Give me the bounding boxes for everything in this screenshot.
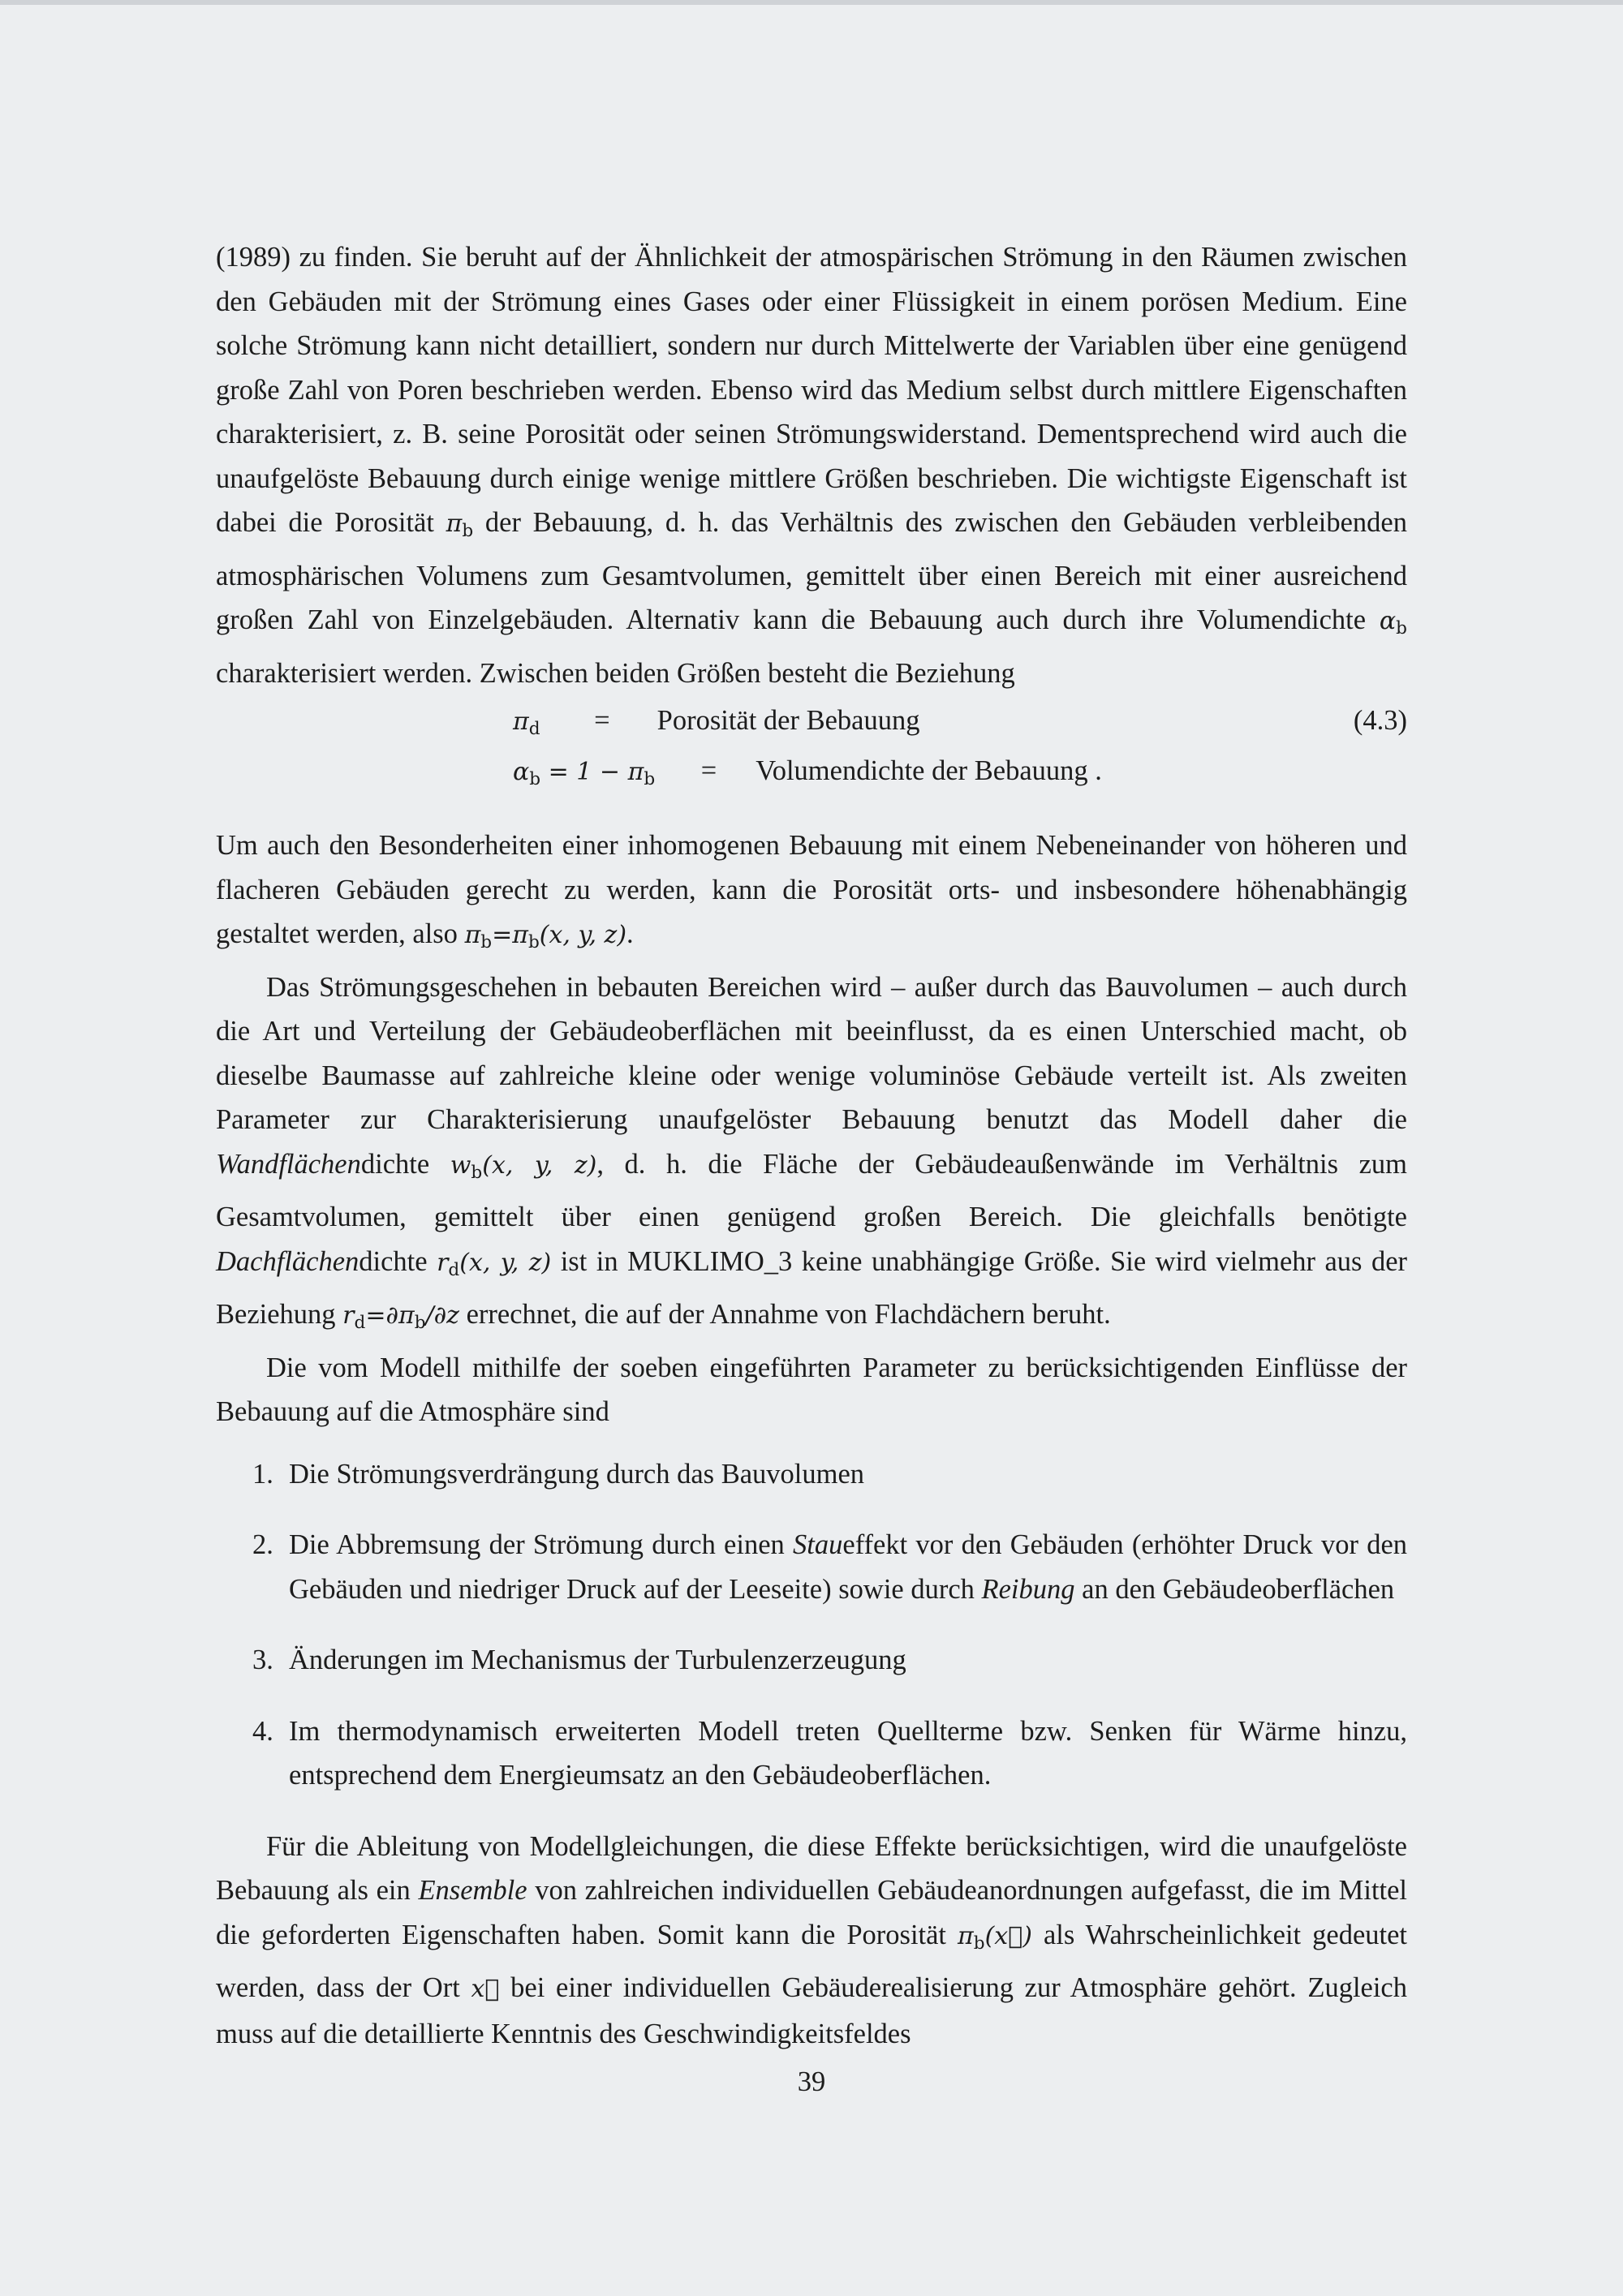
page-body (216, 235, 1407, 2056)
paragraph-wall-density: Das Strömungsgeschehen in bebauten Bereichen wird – außer durch das Bauvolumen – auch durch die Art und Verteilung der Gebäudeoberflächen mit beeinflusst, da es einen Unterschied macht, ob dieselbe Baumasse auf zahlreiche kleine oder wenige voluminöse Gebäude verteilt ist. Als zweiten Parameter zur Charakterisierung unaufgelöster Bebauung benutzt das Modell daher die Wandflächendichte $w_b(x$, y, z), d. h. die Fläche der Gebäudeaußenwände im Verhältnis zum Gesamtvolumen, gemittelt über einen genügend großen Bereich. Die gleichfalls benötigte Dachflächendichte $r_d(x$, y, z) ist in MUKLIMO_3 keine unabhängige Größe. Sie wird vielmehr aus der Beziehung $r_d=\partial\pi_b/\partial z$ errechnet, die auf der Annahme von Flachdächern beruht. (216, 971, 1408, 1334)
paragraph-ensemble: Für die Ableitung von Modellgleichungen, die diese Effekte berücksichtigen, wird die unaufgelöste Bebauung als ein Ensemble von zahlreichen individuellen Gebäudeanordnungen aufgefasst, die im Mittel die geforderten Eigenschaften haben. Somit kann die Porosität $\pi_b(x⃗)$ als Wahrscheinlichkeit gedeutet werden, dass der Ort x⃗ bei einer individuellen Gebäuderealisierung zur Atmosphäre gehört. Zugleich muss auf die detaillierte Kenntnis des Geschwindigkeitsfeldes (216, 1830, 1408, 2049)
paragraph-porosity-intro: (1989) zu finden. Sie beruht auf der Ähnlichkeit der atmospärischen Strömung in den Räumen zwischen den Gebäuden mit der Strömung eines Gases oder einer Flüssigkeit in einem porösen Medium. Eine solche Strömung kann nicht detailliert, sondern nur durch Mittelwerte der Variablen über eine genügend große Zahl von Poren beschrieben werden. Ebenso wird das Medium selbst durch mittlere Eigenschaften charakterisiert, z. B. seine Porosität oder seinen Strömungswiderstand. Dementsprechend wird auch die unaufgelöste Bebauung durch einige wenige mittlere Größen beschrieben. Die wichtigste Eigenschaft ist dabei die Porosität $\pi_b$ der Bebauung, d. h. das Verhältnis des zwischen den Gebäuden verbleibenden atmosphärischen Volumens zum Gesamtvolumen, gemittelt über einen Bereich mit einer ausreichend großen Zahl von Einzelgebäuden. Alternativ kann die Bebauung auch durch ihre Volumendichte $\alpha_b$ charakterisiert werden. Zwischen beiden Größen besteht die Beziehung (216, 242, 1407, 689)
list-item: 2. Die Abbremsung der Strömung durch einen Staueffekt vor den Gebäuden (erhöhter Druck vor den Gebäuden und niedriger Druck auf der Leeseite) sowie durch Reibung an den Gebäudeoberflächen (252, 1529, 1408, 1605)
symbol-pi-b: $\pi_b$ (446, 510, 474, 542)
scan-top-edge (0, 0, 1623, 5)
symbol-alpha-b: $\alpha_b$ (1379, 607, 1407, 639)
equation-line-1: $\pi_d$ = Porosität der Bebauung (513, 705, 920, 740)
page-number: 39 (797, 2066, 826, 2097)
paragraph-inhomogeneous: Um auch den Besonderheiten einer inhomogenen Bebauung mit einem Nebeneinander von höheren und flacheren Gebäuden gerecht zu werden, kann die Porosität orts- und insbesondere höhenabhängig gestaltet werden, also $\pi_b=\pi_b(x$, y, z). (216, 830, 1407, 953)
influence-list (216, 1452, 1407, 1798)
list-item: 1. Die Strömungsverdrängung durch das Bauvolumen (252, 1458, 865, 1490)
equation-4-3 (216, 705, 1407, 810)
list-item: 3. Änderungen im Mechanismus der Turbulenzerzeugung (252, 1645, 906, 1676)
paragraph-influences: Die vom Modell mithilfe der soeben eingeführten Parameter zu berücksichtigenden Einflüsse der Bebauung auf die Atmosphäre sind (216, 1352, 1407, 1428)
equation-number: (4.3) (1353, 705, 1407, 737)
equation-line-2: $\alpha_b = 1 - \pi_b$ = Volumendichte der Bebauung . (513, 755, 1102, 790)
list-item: 4. Im thermodynamisch erweiterten Modell treten Quellterme bzw. Senken für Wärme hinzu, entsprechend dem Energieumsatz an den Gebäudeoberflächen. (252, 1715, 1407, 1791)
